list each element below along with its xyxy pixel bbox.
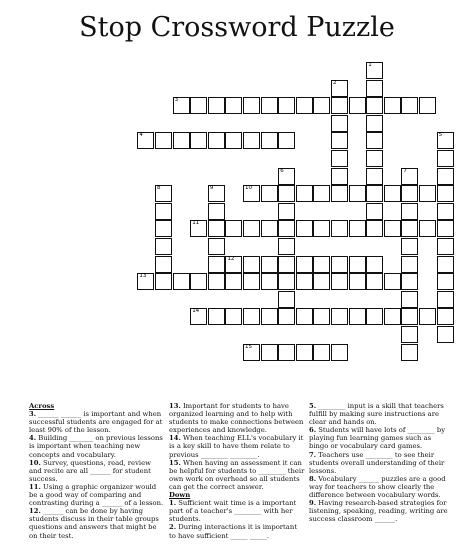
grid-cell[interactable] xyxy=(313,308,330,325)
clue-text: Survey, questions, read, review and recite are all ______ for student success. xyxy=(29,458,151,483)
grid-cell[interactable] xyxy=(401,168,418,185)
grid-cell[interactable] xyxy=(278,97,295,114)
clue-text: Having research-based strategies for listening, speaking, reading, writing are success classroom ______. xyxy=(309,499,448,524)
grid-cell[interactable] xyxy=(331,168,348,185)
grid-cell[interactable] xyxy=(155,256,172,273)
grid-cell[interactable] xyxy=(313,97,330,114)
clue-number: 7. xyxy=(309,450,317,459)
grid-cell[interactable] xyxy=(401,291,418,308)
grid-cell[interactable] xyxy=(243,185,260,202)
grid-cell[interactable] xyxy=(243,97,260,114)
clue-text: Important for students to have organized learning and to help with students to make connections between experiences and knowledge. xyxy=(169,402,304,435)
clue-item xyxy=(169,434,305,458)
grid-cell[interactable] xyxy=(331,220,348,237)
grid-cell[interactable] xyxy=(225,220,242,237)
grid-cell[interactable] xyxy=(401,203,418,220)
grid-cell[interactable] xyxy=(401,185,418,202)
clue-item xyxy=(169,523,305,539)
grid-cell[interactable] xyxy=(313,185,330,202)
grid-cell[interactable] xyxy=(401,238,418,255)
clue-item xyxy=(169,402,305,434)
across-clue-list-continued xyxy=(169,402,305,491)
grid-cell[interactable] xyxy=(190,308,207,325)
grid-cell[interactable] xyxy=(208,185,225,202)
clue-text: When teaching ELL's vocabulary it is a key skill to have them relate to previous ________ ________. xyxy=(169,434,304,459)
clue-number: 2 xyxy=(333,79,337,86)
clue-number: 7 xyxy=(403,167,407,174)
grid-cell[interactable] xyxy=(384,308,401,325)
grid-cell[interactable] xyxy=(313,344,330,361)
clue-number: 14. xyxy=(169,434,181,443)
grid-cell[interactable] xyxy=(349,220,366,237)
clue-number: 11 xyxy=(192,220,200,227)
clue-number: 12. xyxy=(29,507,41,516)
grid-cell[interactable] xyxy=(366,220,383,237)
grid-cell[interactable] xyxy=(366,308,383,325)
grid-cell[interactable] xyxy=(366,97,383,114)
grid-cell[interactable] xyxy=(437,185,454,202)
clue-text: ______ ______ is important and when successful students are engaged for at least 90% of the lesson. xyxy=(29,410,163,435)
grid-cell[interactable] xyxy=(437,291,454,308)
grid-cell[interactable] xyxy=(401,220,418,237)
grid-cell[interactable] xyxy=(331,115,348,132)
grid-cell[interactable] xyxy=(296,344,313,361)
grid-cell[interactable] xyxy=(261,185,278,202)
grid-cell[interactable] xyxy=(401,97,418,114)
grid-cell[interactable] xyxy=(261,273,278,290)
clue-number: 6 xyxy=(280,167,284,174)
grid-cell[interactable] xyxy=(278,256,295,273)
grid-cell[interactable] xyxy=(155,220,172,237)
grid-cell[interactable] xyxy=(331,344,348,361)
grid-cell[interactable] xyxy=(296,256,313,273)
clue-item xyxy=(29,459,165,483)
grid-cell[interactable] xyxy=(437,326,454,343)
grid-cell[interactable] xyxy=(225,132,242,149)
clue-number: 11. xyxy=(29,482,41,491)
clue-number: 5 xyxy=(438,132,443,139)
grid-cell[interactable] xyxy=(208,132,225,149)
grid-cell[interactable] xyxy=(243,132,260,149)
grid-cell[interactable] xyxy=(366,168,383,185)
clue-text: When having an assessment it can be helpful for students to ________ their own work on overhead so all students can get the correct answer. xyxy=(169,458,305,491)
grid-cell[interactable] xyxy=(137,273,154,290)
grid-cell[interactable] xyxy=(349,256,366,273)
clue-text: Building _______ on previous lessons is important when teaching new concepts and vocabulary. xyxy=(29,434,163,459)
grid-cell[interactable] xyxy=(261,132,278,149)
clue-text: Students will have lots of ________ by playing fun learning games such as bingo or vocabulary card games. xyxy=(309,426,446,451)
grid-cell[interactable] xyxy=(331,150,348,167)
grid-cell[interactable] xyxy=(278,344,295,361)
grid-cell[interactable] xyxy=(208,203,225,220)
grid-cell[interactable] xyxy=(155,203,172,220)
clue-item xyxy=(29,507,165,539)
grid-cell[interactable] xyxy=(349,185,366,202)
grid-cell[interactable] xyxy=(366,150,383,167)
clue-number: 10 xyxy=(245,185,252,192)
clue-item xyxy=(309,475,449,499)
grid-cell[interactable] xyxy=(278,220,295,237)
grid-cell[interactable] xyxy=(331,256,348,273)
grid-cell[interactable] xyxy=(243,220,260,237)
grid-cell[interactable] xyxy=(296,308,313,325)
grid-cell[interactable] xyxy=(384,273,401,290)
grid-cell[interactable] xyxy=(366,185,383,202)
grid-cell[interactable] xyxy=(208,220,225,237)
grid-cell[interactable] xyxy=(384,97,401,114)
grid-cell[interactable] xyxy=(296,220,313,237)
grid-cell[interactable] xyxy=(313,273,330,290)
grid-cell[interactable] xyxy=(331,185,348,202)
grid-cell[interactable] xyxy=(349,97,366,114)
grid-cell[interactable] xyxy=(155,238,172,255)
grid-cell[interactable] xyxy=(419,185,436,202)
grid-cell[interactable] xyxy=(331,273,348,290)
clue-number: 3 xyxy=(174,97,179,104)
grid-cell[interactable] xyxy=(366,80,383,97)
grid-cell[interactable] xyxy=(208,256,225,273)
clue-item xyxy=(309,499,449,523)
clue-item xyxy=(29,410,165,434)
grid-cell[interactable] xyxy=(155,185,172,202)
grid-cell[interactable] xyxy=(261,308,278,325)
clue-number: 3. xyxy=(29,410,37,419)
clue-number: 8 xyxy=(157,185,161,192)
grid-cell[interactable] xyxy=(243,256,260,273)
grid-cell[interactable] xyxy=(173,132,190,149)
grid-cell[interactable] xyxy=(437,256,454,273)
grid-cell[interactable] xyxy=(437,168,454,185)
clue-item xyxy=(29,434,165,458)
grid-cell[interactable] xyxy=(225,273,242,290)
grid-cell[interactable] xyxy=(243,344,260,361)
grid-cell[interactable] xyxy=(384,220,401,237)
across-clues-column xyxy=(29,402,165,540)
grid-cell[interactable] xyxy=(437,308,454,325)
clue-number: 15. xyxy=(169,458,181,467)
grid-cell[interactable] xyxy=(366,132,383,149)
grid-cell[interactable] xyxy=(278,168,295,185)
grid-cell[interactable] xyxy=(366,203,383,220)
clue-item xyxy=(309,402,449,426)
grid-cell[interactable] xyxy=(173,97,190,114)
clue-text: ______ can be done by having students discuss in their table groups questions and answers that might be on their test. xyxy=(29,507,159,540)
grid-cell[interactable] xyxy=(296,97,313,114)
grid-cell[interactable] xyxy=(261,97,278,114)
clue-number: 5. xyxy=(309,402,317,410)
grid-cell[interactable] xyxy=(278,273,295,290)
clue-number: 9 xyxy=(209,185,214,192)
clue-number: 13. xyxy=(169,402,181,410)
clue-number: 4 xyxy=(139,132,143,139)
grid-cell[interactable] xyxy=(437,132,454,149)
clue-number: 10. xyxy=(29,458,41,467)
grid-cell[interactable] xyxy=(296,273,313,290)
clue-item xyxy=(169,499,305,523)
grid-cell[interactable] xyxy=(366,62,383,79)
grid-cell[interactable] xyxy=(278,291,295,308)
grid-cell[interactable] xyxy=(401,326,418,343)
down-clues-column xyxy=(309,402,449,523)
grid-cell[interactable] xyxy=(278,308,295,325)
clue-number: 15 xyxy=(245,343,252,350)
clue-text: ________ input is a skill that teachers fulfill by making sure instructions are clear and hands on. xyxy=(309,402,444,427)
grid-cell[interactable] xyxy=(190,132,207,149)
grid-cell[interactable] xyxy=(401,256,418,273)
grid-cell[interactable] xyxy=(278,203,295,220)
grid-cell[interactable] xyxy=(296,185,313,202)
grid-cell[interactable] xyxy=(437,150,454,167)
grid-cell[interactable] xyxy=(331,132,348,149)
clue-number: 13 xyxy=(139,273,147,280)
across-heading: Across xyxy=(29,402,55,410)
clue-number: 8. xyxy=(309,474,317,483)
clue-text: Teachers use ________ to see their students overall understanding of their lessons. xyxy=(309,450,445,475)
clue-text: Vocabulary ______ puzzles are a good way for teachers to show clearly the difference between vocabulary words. xyxy=(309,474,446,500)
grid-cell[interactable] xyxy=(190,97,207,114)
grid-cell[interactable] xyxy=(190,273,207,290)
middle-clues-column xyxy=(169,402,305,540)
grid-cell[interactable] xyxy=(208,273,225,290)
grid-cell[interactable] xyxy=(313,256,330,273)
grid-cell[interactable] xyxy=(437,203,454,220)
grid-cell[interactable] xyxy=(190,220,207,237)
grid-cell[interactable] xyxy=(313,220,330,237)
grid-cell[interactable] xyxy=(419,97,436,114)
down-clue-list-continued xyxy=(309,402,449,523)
grid-cell[interactable] xyxy=(331,80,348,97)
grid-cell[interactable] xyxy=(243,273,260,290)
grid-cell[interactable] xyxy=(261,344,278,361)
grid-cell[interactable] xyxy=(401,308,418,325)
grid-cell[interactable] xyxy=(384,185,401,202)
down-clue-list xyxy=(169,499,305,539)
grid-cell[interactable] xyxy=(173,273,190,290)
across-clue-list xyxy=(29,410,165,540)
grid-cell[interactable] xyxy=(331,97,348,114)
grid-cell[interactable] xyxy=(278,185,295,202)
clue-number: 4. xyxy=(29,434,37,443)
clue-number: 1 xyxy=(368,62,372,68)
clue-item xyxy=(309,451,449,475)
clue-text: Using a graphic organizer would be a good way of comparing and contrasting during a ______ of a lesson. xyxy=(29,482,164,508)
clue-number: 2. xyxy=(169,523,177,532)
clue-text: Sufficient wait time is a important part of a teacher's ________ with her students. xyxy=(169,499,297,524)
grid-cell[interactable] xyxy=(366,115,383,132)
puzzle-title: Stop Crossword Puzzle xyxy=(79,12,395,43)
grid-cell[interactable] xyxy=(401,273,418,290)
grid-cell[interactable] xyxy=(419,308,436,325)
grid-cell[interactable] xyxy=(208,97,225,114)
grid-cell[interactable] xyxy=(261,256,278,273)
grid-cell[interactable] xyxy=(208,238,225,255)
clue-number: 12 xyxy=(227,255,235,262)
clue-number: 14 xyxy=(192,308,200,315)
grid-cell[interactable] xyxy=(419,220,436,237)
grid-cell[interactable] xyxy=(243,308,260,325)
clue-number: 6. xyxy=(309,426,317,435)
grid-cell[interactable] xyxy=(208,308,225,325)
grid-cell[interactable] xyxy=(331,308,348,325)
grid-cell[interactable] xyxy=(155,132,172,149)
grid-cell[interactable] xyxy=(155,273,172,290)
grid-cell[interactable] xyxy=(349,308,366,325)
grid-cell[interactable] xyxy=(437,273,454,290)
clue-number: 1. xyxy=(169,499,177,508)
grid-cell[interactable] xyxy=(278,132,295,149)
grid-cell[interactable] xyxy=(225,308,242,325)
clue-item xyxy=(29,483,165,507)
grid-cell[interactable] xyxy=(349,273,366,290)
grid-cell[interactable] xyxy=(137,132,154,149)
clue-item xyxy=(169,459,305,491)
grid-cell[interactable] xyxy=(278,238,295,255)
grid-cell[interactable] xyxy=(225,256,242,273)
clue-number: 9. xyxy=(309,499,317,508)
grid-cell[interactable] xyxy=(437,238,454,255)
grid-cell[interactable] xyxy=(225,97,242,114)
clue-item xyxy=(309,426,449,450)
grid-cell[interactable] xyxy=(366,256,383,273)
grid-cell[interactable] xyxy=(261,220,278,237)
down-heading: Down xyxy=(169,491,191,500)
grid-cell[interactable] xyxy=(366,273,383,290)
grid-cell[interactable] xyxy=(437,220,454,237)
clue-text: During interactions it is important to have sufficient _____ _____. xyxy=(169,523,297,540)
grid-cell[interactable] xyxy=(401,344,418,361)
